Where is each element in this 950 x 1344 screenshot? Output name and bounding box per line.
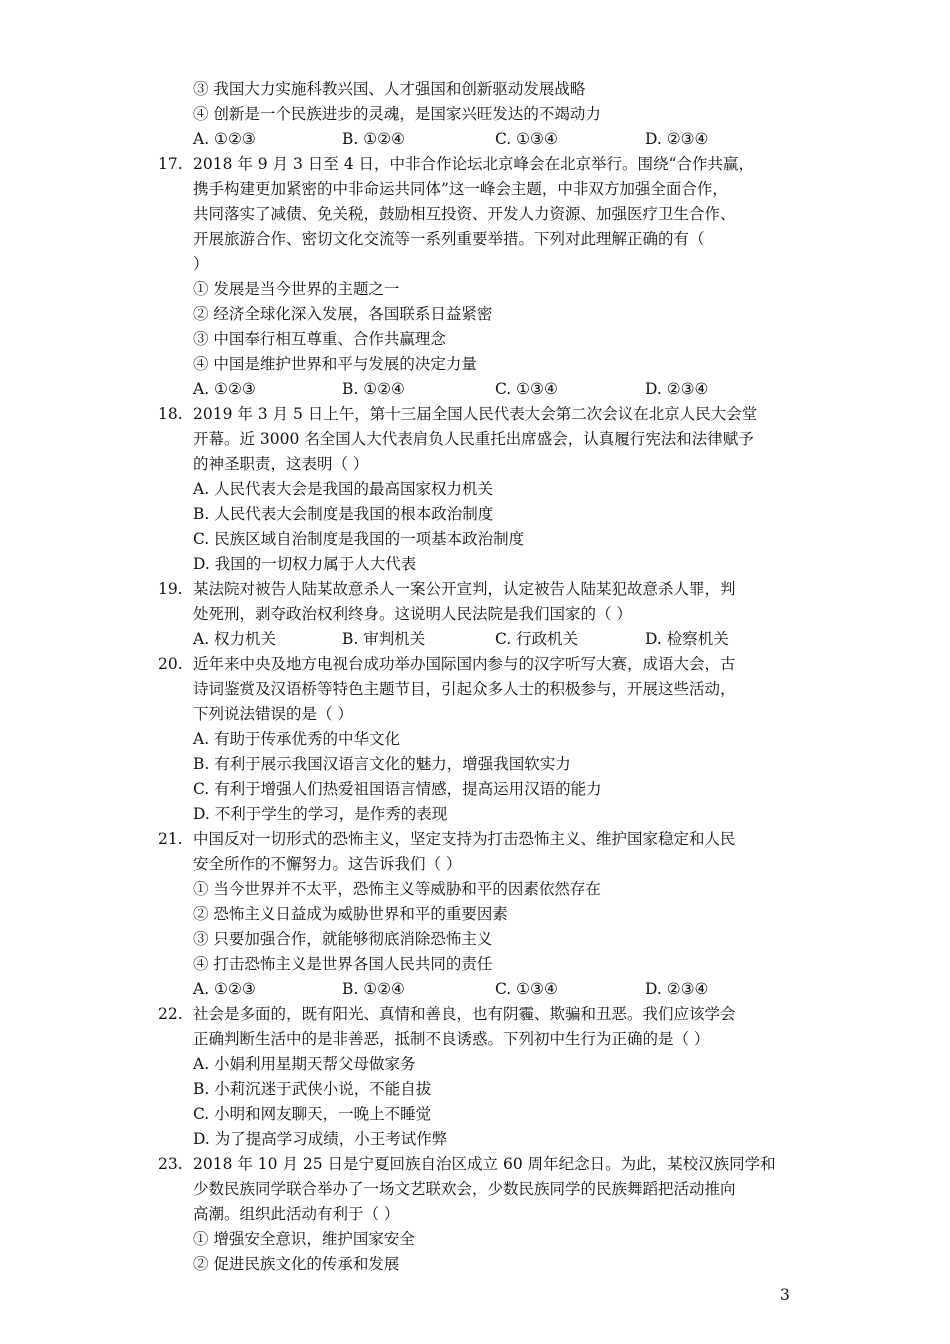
q17-item-1: ① 发展是当今世界的主题之一 bbox=[193, 280, 400, 298]
q23-item-2: ② 促进民族文化的传承和发展 bbox=[193, 1255, 400, 1273]
q19-option-b: B. 审判机关 bbox=[342, 630, 426, 648]
q18-option-a: A. 人民代表大会是我国的最高国家权力机关 bbox=[193, 480, 494, 498]
q21-item-2: ② 恐怖主义日益成为威胁世界和平的重要因素 bbox=[193, 905, 508, 923]
q16-option-d: D. ②③④ bbox=[645, 130, 709, 148]
q21-option-b: B. ①②④ bbox=[342, 980, 405, 998]
q17-stem-line: 开展旅游合作、密切文化交流等一系列重要举措。下列对此理解正确的有（ bbox=[193, 230, 705, 248]
q23-stem-line: 2018 年 10 月 25 日是宁夏回族自治区成立 60 周年纪念日。为此，某校汉族同学和 bbox=[193, 1155, 776, 1173]
q18-stem-line: 的神圣职责，这表明（ ） bbox=[193, 455, 369, 473]
q21-option-a: A. ①②③ bbox=[193, 980, 256, 998]
q19-option-d: D. 检察机关 bbox=[645, 630, 729, 648]
q17-stem-line: 携手构建更加紧密的中非命运共同体”这一峰会主题，中非双方加强全面合作， bbox=[193, 180, 728, 198]
q18-stem-line: 开幕。近 3000 名全国人大代表肩负人民重托出席盛会，认真履行宪法和法律赋予 bbox=[193, 430, 754, 448]
q18-option-b: B. 人民代表大会制度是我国的根本政治制度 bbox=[193, 505, 494, 523]
q21-option-d: D. ②③④ bbox=[645, 980, 709, 998]
q21-item-3: ③ 只要加强合作，就能够彻底消除恐怖主义 bbox=[193, 930, 493, 948]
q18-number: 18. bbox=[158, 405, 183, 423]
q20-number: 20. bbox=[158, 655, 183, 673]
q20-option-d: D. 不利于学生的学习，是作秀的表现 bbox=[193, 805, 448, 823]
q23-stem-line: 少数民族同学联合举办了一场文艺联欢会，少数民族同学的民族舞蹈把活动推向 bbox=[193, 1180, 736, 1198]
q17-stem-line: 2018 年 9 月 3 日至 4 日，中非合作论坛北京峰会在北京举行。围绕“合作共赢， bbox=[193, 155, 754, 173]
q16-item-4: ④ 创新是一个民族进步的灵魂，是国家兴旺发达的不竭动力 bbox=[193, 105, 601, 123]
q21-stem-line: 中国反对一切形式的恐怖主义，坚定支持为打击恐怖主义、维护国家稳定和人民 bbox=[193, 830, 736, 848]
q20-stem-line: 近年来中央及地方电视台成功举办国际国内参与的汉字听写大赛，成语大会，古 bbox=[193, 655, 736, 673]
q20-stem-line: 下列说法错误的是（ ） bbox=[193, 705, 353, 723]
q22-option-d: D. 为了提高学习成绩，小王考试作弊 bbox=[193, 1130, 448, 1148]
q18-option-c: C. 民族区域自治制度是我国的一项基本政治制度 bbox=[193, 530, 525, 548]
q17-item-2: ② 经济全球化深入发展，各国联系日益紧密 bbox=[193, 305, 493, 323]
q17-stem-line: ） bbox=[193, 255, 209, 273]
q17-option-a: A. ①②③ bbox=[193, 380, 256, 398]
q21-option-c: C. ①③④ bbox=[495, 980, 558, 998]
q16-item-3: ③ 我国大力实施科教兴国、人才强国和创新驱动发展战略 bbox=[193, 80, 586, 98]
q17-stem-line: 共同落实了减债、免关税，鼓励相互投资、开发人力资源、加强医疗卫生合作、 bbox=[193, 205, 736, 223]
q20-stem-line: 诗词鉴赏及汉语桥等特色主题节目，引起众多人士的积极参与，开展这些活动， bbox=[193, 680, 736, 698]
q17-item-3: ③ 中国奉行相互尊重、合作共赢理念 bbox=[193, 330, 446, 348]
q19-stem-line: 处死刑，剥夺政治权利终身。这说明人民法院是我们国家的（ ） bbox=[193, 605, 632, 623]
q17-item-4: ④ 中国是维护世界和平与发展的决定力量 bbox=[193, 355, 477, 373]
q22-option-a: A. 小娟利用星期天帮父母做家务 bbox=[193, 1055, 416, 1073]
q22-option-b: B. 小莉沉迷于武侠小说，不能自拔 bbox=[193, 1080, 432, 1098]
q17-option-d: D. ②③④ bbox=[645, 380, 709, 398]
q19-number: 19. bbox=[158, 580, 183, 598]
q22-option-c: C. 小明和网友聊天，一晚上不睡觉 bbox=[193, 1105, 432, 1123]
q20-option-a: A. 有助于传承优秀的中华文化 bbox=[193, 730, 401, 748]
q20-option-b: B. 有利于展示我国汉语言文化的魅力，增强我国软实力 bbox=[193, 755, 571, 773]
q23-stem-line: 高潮。组织此活动有利于（ ） bbox=[193, 1205, 400, 1223]
q16-option-a: A. ①②③ bbox=[193, 130, 256, 148]
q17-option-c: C. ①③④ bbox=[495, 380, 558, 398]
q16-option-b: B. ①②④ bbox=[342, 130, 405, 148]
q20-option-c: C. 有利于增强人们热爱祖国语言情感，提高运用汉语的能力 bbox=[193, 780, 602, 798]
q18-option-d: D. 我国的一切权力属于人大代表 bbox=[193, 555, 417, 573]
q23-item-1: ① 增强安全意识，维护国家安全 bbox=[193, 1230, 415, 1248]
q19-option-a: A. 权力机关 bbox=[193, 630, 277, 648]
q18-stem-line: 2019 年 3 月 5 日上午，第十三届全国人民代表大会第二次会议在北京人民大会堂 bbox=[193, 405, 758, 423]
q21-item-4: ④ 打击恐怖主义是世界各国人民共同的责任 bbox=[193, 955, 493, 973]
q22-stem-line: 正确判断生活中的是非善恶，抵制不良诱惑。下列初中生行为正确的是（ ） bbox=[193, 1030, 710, 1048]
q22-stem-line: 社会是多面的，既有阳光、真情和善良，也有阴霾、欺骗和丑恶。我们应该学会 bbox=[193, 1005, 736, 1023]
q17-number: 17. bbox=[158, 155, 183, 173]
page-number: 3 bbox=[780, 1286, 790, 1304]
q17-option-b: B. ①②④ bbox=[342, 380, 405, 398]
q23-number: 23. bbox=[158, 1155, 183, 1173]
q16-option-c: C. ①③④ bbox=[495, 130, 558, 148]
q21-number: 21. bbox=[158, 830, 183, 848]
q21-item-1: ① 当今世界并不太平，恐怖主义等威胁和平的因素依然存在 bbox=[193, 880, 601, 898]
q21-stem-line: 安全所作的不懈努力。这告诉我们（ ） bbox=[193, 855, 462, 873]
q19-stem-line: 某法院对被告人陆某故意杀人一案公开宣判，认定被告人陆某犯故意杀人罪，判 bbox=[193, 580, 736, 598]
q22-number: 22. bbox=[158, 1005, 183, 1023]
q19-option-c: C. 行政机关 bbox=[495, 630, 579, 648]
